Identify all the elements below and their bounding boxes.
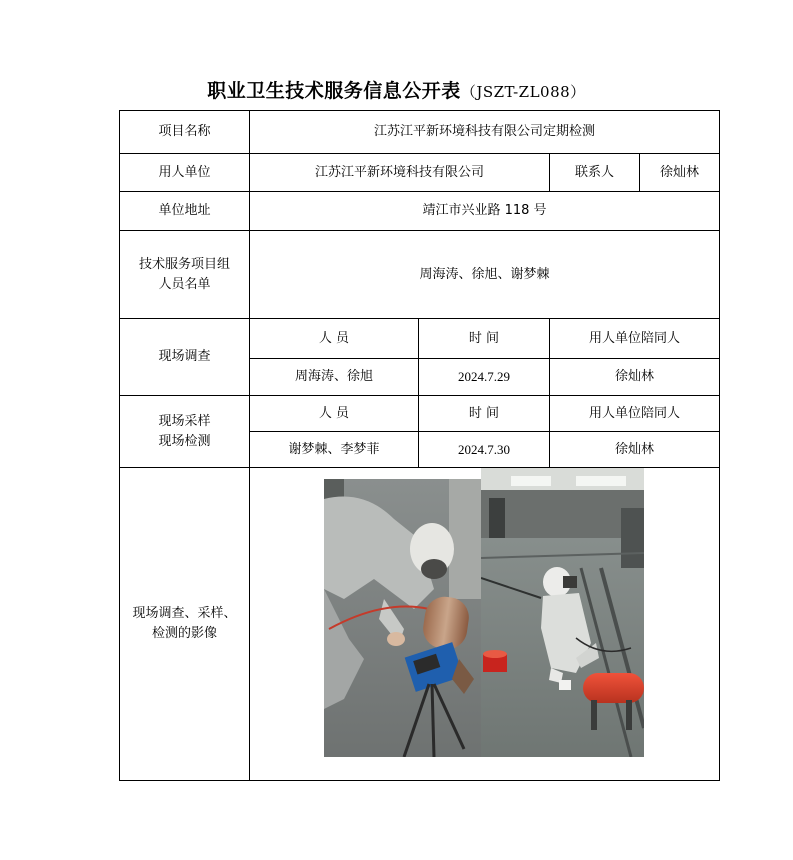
project-name-value: 江苏江平新环境科技有限公司定期检测: [249, 110, 720, 154]
sampling-header-companion: 用人单位陪同人: [549, 395, 720, 432]
sampling-label-line2: 现场检测: [158, 433, 211, 449]
employer-value: 江苏江平新环境科技有限公司: [249, 153, 550, 192]
sampling-label: [119, 395, 250, 468]
document-title: [0, 76, 793, 103]
address-label: 单位地址: [119, 191, 250, 231]
survey-person: 周海涛、徐旭: [249, 358, 419, 396]
sampling-header-time: 时 间: [418, 395, 550, 432]
survey-header-time: 时 间: [418, 318, 550, 359]
survey-header-companion: 用人单位陪同人: [549, 318, 720, 359]
contact-label: 联系人: [549, 153, 640, 192]
team-label: [119, 230, 250, 319]
team-label-line2: 人员名单: [158, 276, 211, 292]
photo-welding-worker-image: [324, 479, 481, 757]
survey-companion: 徐灿林: [549, 358, 720, 396]
photos-label-line2: 检测的影像: [151, 626, 217, 641]
survey-time: 2024.7.29: [418, 358, 550, 396]
survey-header-person: 人 员: [249, 318, 419, 359]
photo-workshop-image: [481, 468, 644, 757]
sampling-label-line1: 现场采样: [158, 413, 211, 429]
sampling-person: 谢梦棘、李梦菲: [249, 431, 419, 468]
contact-value: 徐灿林: [639, 153, 720, 192]
document-code: （JSZT-ZL088）: [460, 83, 586, 101]
photos-label: [119, 467, 250, 781]
address-value: 靖江市兴业路 118 号: [249, 191, 720, 231]
team-label-line1: 技术服务项目组: [138, 256, 230, 272]
site-photo-survey: [324, 479, 481, 757]
photos-label-line1: 现场调查、采样、: [132, 606, 237, 621]
title-text: 职业卫生技术服务信息公开表: [207, 80, 461, 102]
project-name-label: 项目名称: [119, 110, 250, 154]
sampling-companion: 徐灿林: [549, 431, 720, 468]
site-photo-sampling: [481, 468, 644, 757]
sampling-header-person: 人 员: [249, 395, 419, 432]
employer-label: 用人单位: [119, 153, 250, 192]
sampling-time: 2024.7.30: [418, 431, 550, 468]
survey-label: 现场调查: [119, 318, 250, 396]
team-value: 周海涛、徐旭、谢梦棘: [249, 230, 720, 319]
